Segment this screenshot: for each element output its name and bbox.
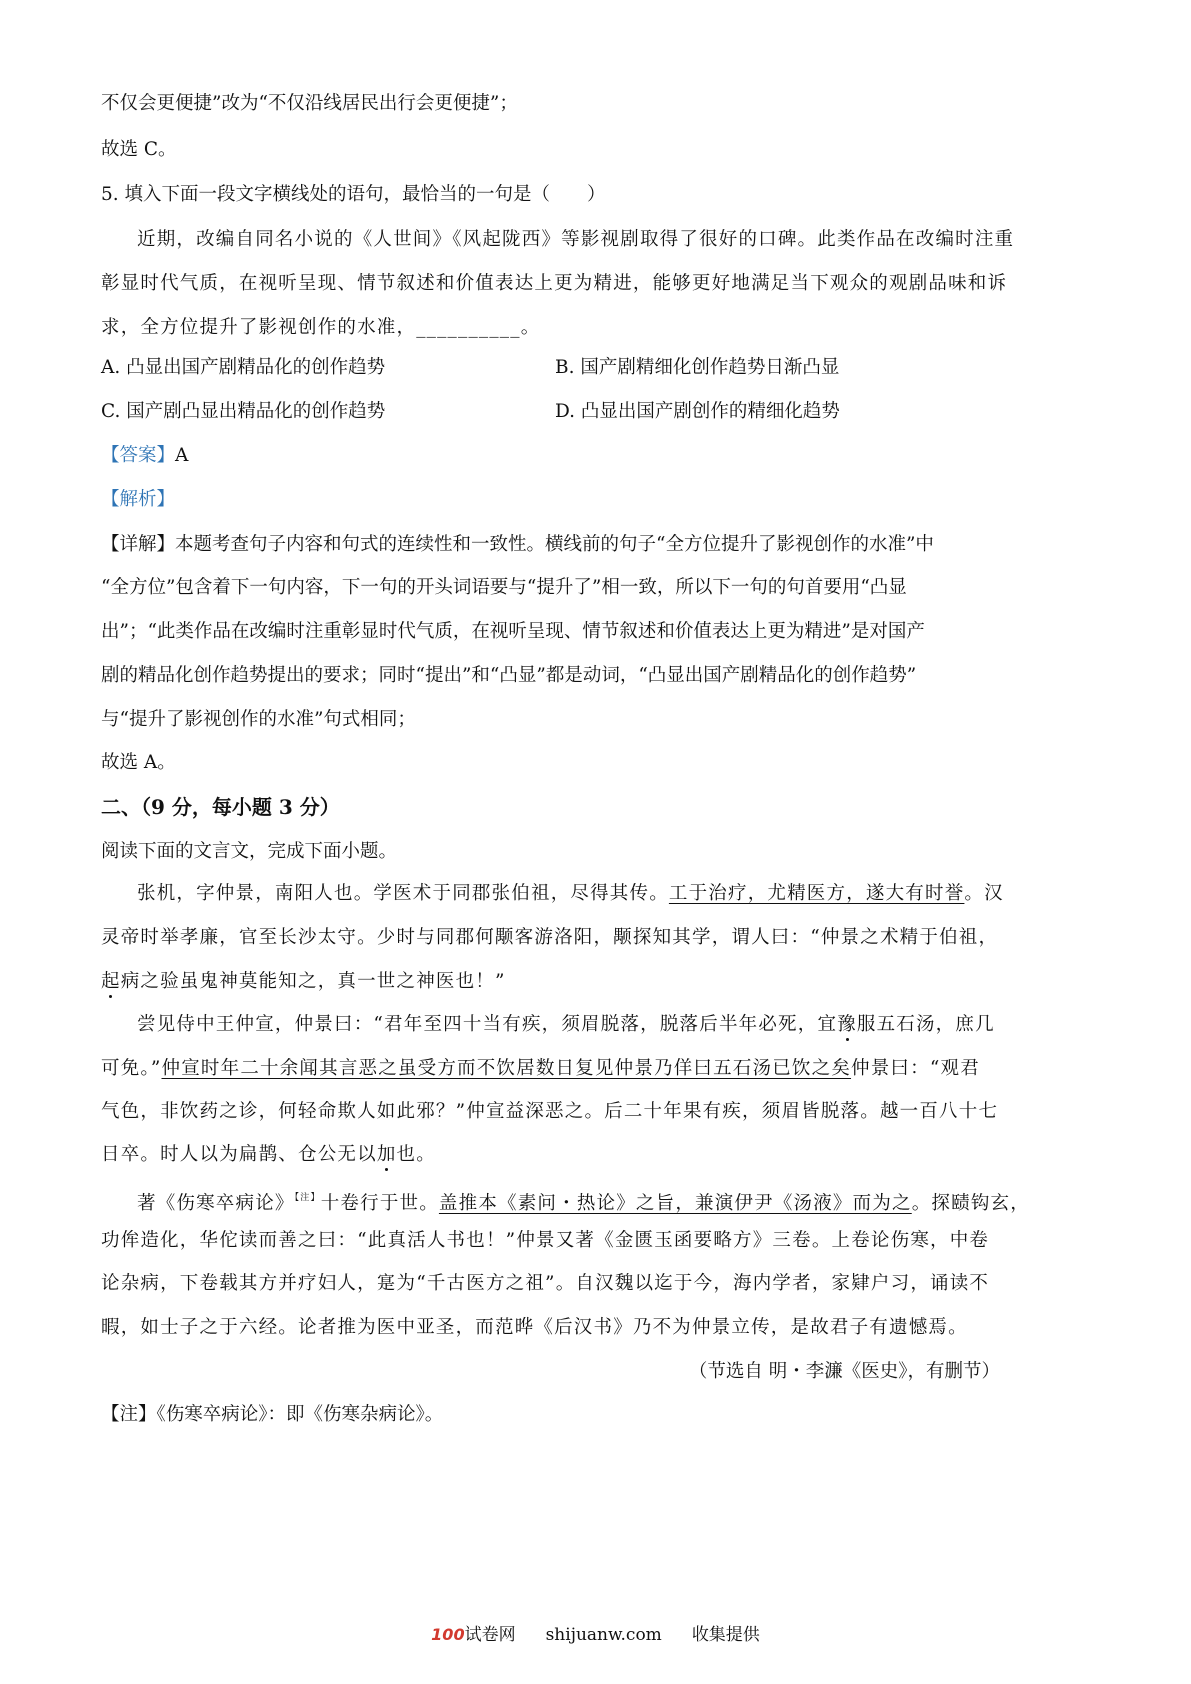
option-c: C. 国产剧凸显出精品化的创作趋势: [101, 401, 386, 422]
detail-line-1: 【详解】本题考查句子内容和句式的连续性和一致性。横线前的句子“全方位提升了影视创作的水准”中: [101, 534, 934, 555]
p2-text-c: 可免。”: [101, 1058, 162, 1079]
section-2-heading: 二、（9 分，每小题 3 分）: [101, 795, 340, 819]
p3-text-b: 十卷行于世。: [320, 1193, 439, 1214]
detail-line-4: 剧的精品化创作趋势提出的要求；同时“提出”和“凸显”都是动词，“凸显出国产剧精品化的创作趋势”: [101, 665, 917, 686]
site-domain: shijuanw.com: [545, 1625, 662, 1645]
p2-text-a: 尝见侍中王仲宣，仲景曰：“君年至四十当有疾，须眉脱落，脱落后半年必死，宜: [137, 1014, 838, 1035]
wenyan-p2-line-4: [101, 1143, 436, 1167]
p2-text-b: 服五石汤，庶几: [856, 1014, 995, 1035]
analysis-label: 【解析】: [101, 489, 176, 510]
dotted-char-jia: 加: [376, 1144, 397, 1165]
footer-credit: 收集提供: [691, 1625, 760, 1645]
underlined-sentence-1: 工于治疗，尤精医方，遂大有时誉: [668, 883, 965, 904]
p1-text-b: 。汉: [964, 883, 1004, 904]
site-logo: 100: [431, 1625, 465, 1644]
p3-text-c: 。探赜钩玄，: [911, 1193, 1030, 1214]
q5-passage-line-1: 近期，改编自同名小说的《人世间》《风起陇西》等影视剧取得了很好的口碑。此类作品在改编时注重: [137, 229, 1015, 250]
answer-line: [101, 444, 188, 468]
footnote: 【注】《伤寒卒病论》：即《伤寒杂病论》。: [101, 1404, 444, 1425]
prev-answer-line: 不仅会更便捷”改为“不仅沿线居民出行会更便捷”；: [101, 93, 518, 114]
detail-line-3: 出”；“此类作品在改编时注重彰显时代气质，在视听呈现、情节叙述和价值表达上更为精进”是对国产: [101, 621, 925, 642]
dotted-char-yu: 豫: [837, 1014, 857, 1035]
q5-choose-line: 故选 A。: [101, 752, 176, 773]
underlined-sentence-2: 盖推本《素问・热论》之旨，兼演伊尹《汤液》而为之: [438, 1193, 912, 1214]
option-d: D. 凸显出国产剧创作的精细化趋势: [555, 401, 840, 422]
p1-text-rest: 病之验虽鬼神莫能知之，真一世之神医也！”: [120, 971, 506, 992]
wenyan-p2-line-1: [137, 1013, 995, 1037]
wenyan-p1-line-3: [101, 970, 506, 994]
answer-value: A: [175, 445, 189, 466]
note-marker: 【注】: [294, 1193, 321, 1203]
wenyan-p3-line-4: 暇，如士子之于六经。论者推为医中亚圣，而范晔《后汉书》乃不为仲景立传，是故君子有遗憾焉。: [101, 1317, 968, 1338]
p2-text-d: 仲景曰：“观君: [851, 1058, 980, 1079]
wenyan-p2-line-2: [101, 1057, 980, 1081]
dotted-char-qi: 起: [101, 971, 121, 992]
option-b: B. 国产剧精细化创作趋势日渐凸显: [555, 357, 840, 378]
wenyan-p3-line-3: 论杂病，下卷载其方并疗妇人，寔为“千古医方之祖”。自汉魏以迄于今，海内学者，家肄户习，诵读不: [101, 1273, 990, 1294]
detail-line-5: 与“提升了影视创作的水准”句式相同；: [101, 709, 416, 730]
p1-text-a: 张机，字仲景，南阳人也。学医术于同郡张伯祖，尽得其传。: [137, 883, 669, 904]
source-citation: （节选自 明・李濂《医史》，有删节）: [688, 1361, 1000, 1382]
page-footer: [0, 1620, 1191, 1645]
wenyan-p2-line-3: 气色，非饮药之诊，何轻命欺人如此邪？”仲宣益深恶之。后二十年果有疾，须眉皆脱落。越一百八十七: [101, 1101, 999, 1122]
p2-text-e: 日卒。时人以为扁鹊、仓公无以: [101, 1144, 377, 1165]
prev-choose-line: 故选 C。: [101, 139, 177, 160]
site-name: 试卷网: [464, 1625, 516, 1645]
wenyan-p3-line-1: [137, 1186, 1030, 1216]
wenyan-p3-line-2: 功侔造化，华佗读而善之曰：“此真活人书也！”仲景又著《金匮玉函要略方》三卷。上卷论伤寒，中卷: [101, 1230, 990, 1251]
detail-line-2: “全方位”包含着下一句内容，下一句的开头词语要与“提升了”相一致，所以下一句的句首要用“凸显: [101, 577, 907, 598]
option-a: A. 凸显出国产剧精品化的创作趋势: [101, 357, 386, 378]
wenyan-p1-line-2: 灵帝时举孝廉，官至长沙太守。少时与同郡何颙客游洛阳，颙探知其学，谓人曰：“仲景之术精于伯祖，: [101, 927, 999, 948]
underlined-unpunctuated-sentence: 仲宣时年二十余闻其言恶之虽受方而不饮居数日复见仲景乃佯曰五石汤已饮之矣: [161, 1058, 852, 1079]
wenyan-p1-line-1: [137, 882, 1004, 906]
section-2-instruction: 阅读下面的文言文，完成下面小题。: [101, 841, 398, 862]
p2-text-f: 也。: [396, 1144, 436, 1165]
question-5-stem: 5. 填入下面一段文字横线处的语句，最恰当的一句是（ ）: [101, 184, 606, 205]
p3-text-a: 著《伤寒卒病论》: [137, 1193, 295, 1214]
q5-passage-line-3: 求，全方位提升了影视创作的水准，__________。: [101, 317, 541, 338]
q5-passage-line-2: 彰显时代气质，在视听呈现、情节叙述和价值表达上更为精进，能够更好地满足当下观众的观剧品味和诉: [101, 273, 1008, 294]
answer-label: 【答案】: [101, 445, 176, 466]
